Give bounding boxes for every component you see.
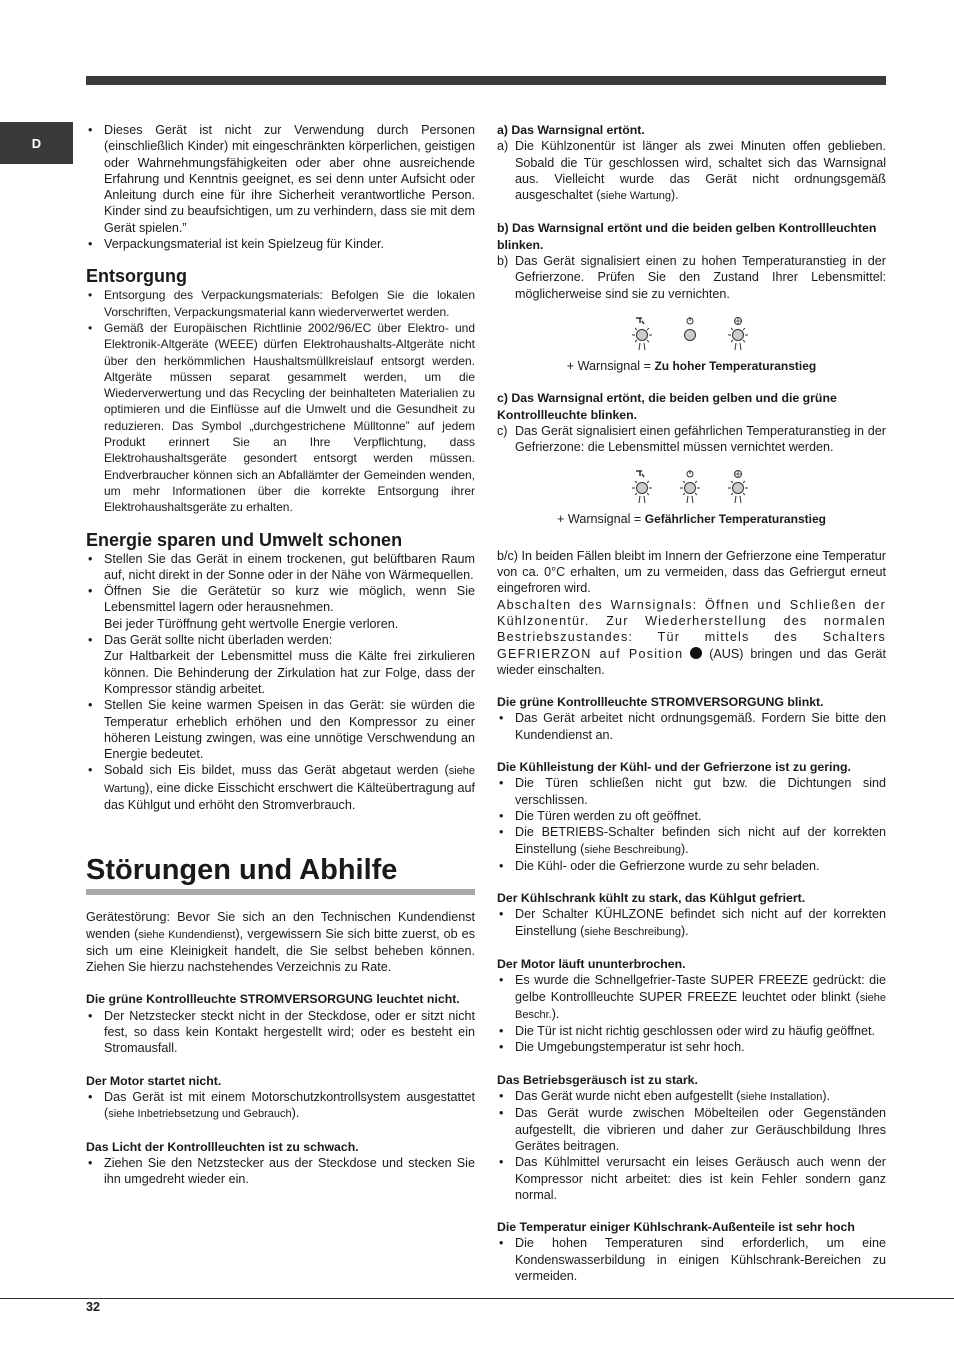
problem-list: [497, 1088, 886, 1203]
problem-title: Die grüne Kontrollleuchte STROMVERSORGUNG blinkt.: [497, 695, 824, 710]
reference-link: siehe Beschreibung: [584, 925, 681, 938]
problem-list: [86, 1155, 475, 1188]
language-tab: [0, 122, 73, 164]
energie-list: [86, 551, 475, 814]
reference-link: siehe Kundendienst: [138, 928, 236, 941]
blinking-light-icon: [724, 469, 752, 505]
item-text: + Warnsignal =: [566, 358, 655, 373]
intro-list: [86, 122, 475, 252]
list-item: [497, 1088, 886, 1105]
problem-title: Der Kühlschrank kühlt zu stark, das Kühlgut gefriert.: [497, 891, 806, 906]
item-text: Sobald sich Eis bildet, muss das Gerät abgetaut werden (: [104, 763, 449, 778]
problem-list: [497, 972, 886, 1055]
item-text: ).: [291, 1106, 300, 1121]
footer-rule: [0, 1298, 954, 1299]
blinking-light-icon: [724, 316, 752, 352]
item-text: Gerätestörung: Bevor Sie sich an den Technischen Kundendienst wenden (: [86, 910, 475, 941]
bc-paragraph: b/c) In beiden Fällen bleibt im Innern der Gefrierzone eine Temperatur von ca. 0°C erhalten, um zu vermeiden, dass das Gefriergut erneut eingefroren wird.: [497, 548, 886, 596]
problem-title: Der Motor läuft ununterbrochen.: [497, 956, 686, 971]
item-text: Die BETRIEBS-Schalter befinden sich nicht auf der korrekten Einstellung (: [515, 825, 886, 856]
problem-title: Die Temperatur einiger Kühlschrank-Außenteile ist sehr hoch: [497, 1220, 855, 1235]
item-label: b): [497, 254, 509, 269]
item-text: ).: [670, 188, 679, 203]
item-text: Es wurde die Schnellgefrier-Taste SUPER FREEZE gedrückt: die gelbe Kontrollleuchte SUPER FREEZE leuchtet oder blinkt (: [515, 973, 886, 1004]
list-item: • Entsorgung des Verpackungsmaterials: Befolgen Sie die lokalen Vorschriften, Verpackungsmaterial kann wiederverwertet werden.: [86, 287, 475, 320]
signal-meaning: Zu hoher Temperaturanstieg: [654, 358, 817, 373]
list-item: • Dieses Gerät ist nicht zur Verwendung durch Personen (einschließlich Kinder) mit eingeschränkten körperlichen, geistigen oder Wahrnehmungsfähigkeiten oder aber ohne ausreichende Erfahrung und Kenntnis geeignet, es sei denn unter Aufsicht oder Anleitung durch eine für ihre Sicherheit verantwortliche Person. Kinder sind zu beaufsichtigen, um zu verhindern, dass sie mit dem Gerät spielen.”: [86, 122, 475, 236]
list-item: [86, 632, 475, 697]
list-item: [497, 972, 886, 1023]
signal-meaning: Gefährlicher Temperaturanstieg: [644, 512, 826, 527]
problem-list: [497, 710, 886, 743]
item-text: Öffnen Sie die Gerätetür so kurz wie möglich, wenn Sie Lebensmittel lagern oder herausnehmen.: [104, 584, 475, 615]
blinking-power-light-icon: [676, 469, 704, 505]
item-label: a): [497, 139, 509, 154]
problem-title: Die Kühlleistung der Kühl- und der Gefrierzone ist zu gering.: [497, 760, 851, 775]
signal-caption: [497, 511, 886, 527]
list-item: [86, 762, 475, 813]
item-text: + Warnsignal =: [557, 512, 645, 527]
list-item: • Ziehen Sie den Netzstecker aus der Steckdose und stecken Sie ihn umgedreht wieder ein.: [86, 1155, 475, 1188]
item-text: Das Gerät sollte nicht überladen werden:: [104, 633, 333, 648]
problem-title: Der Motor startet nicht.: [86, 1073, 222, 1088]
item-text: (AUS) bringen und das Gerät wieder einschalten.: [497, 646, 887, 677]
list-item: • Das Kühlmittel verursacht ein leises Geräusch auch wenn der Kompressor nicht arbeitet: dies ist kein Fehler sondern ganz normal.: [497, 1154, 886, 1203]
section-title-entsorgung: Entsorgung: [86, 266, 187, 287]
reference-link: siehe Beschr.: [515, 991, 886, 1021]
problem-list: [497, 1235, 886, 1284]
problem-title: Die grüne Kontrollleuchte STROMVERSORGUNG leuchtet nicht.: [86, 992, 460, 1007]
header-bar: [86, 76, 886, 85]
indicator-lights-c: [625, 469, 755, 505]
page-number: 32: [86, 1300, 101, 1314]
intro-paragraph: [86, 909, 475, 975]
labeled-paragraph: [497, 423, 886, 456]
reference-link: siehe Wartung: [104, 765, 475, 795]
item-text: ).: [680, 923, 689, 938]
item-text: Abschalten des Warnsignals: Öffnen und Schließen der Kühlzonentür. Zur Wiederherstellung des normalen Bestriebszustandes: Tür mittels des Schalters GEFRIERZON auf Position: [497, 597, 886, 661]
list-item: • Die Umgebungstemperatur ist sehr hoch.: [497, 1039, 886, 1055]
reference-link: siehe Inbetriebsetzung und Gebrauch: [108, 1108, 292, 1121]
problem-title: a) Das Warnsignal ertönt.: [497, 123, 645, 137]
problem-list: [497, 906, 886, 940]
section-title-energie: Energie sparen und Umwelt schonen: [86, 529, 403, 550]
list-item: [86, 1089, 475, 1123]
item-text: ), eine dicke Eisschicht erschwert die Kälteübertragung auf das Kühlgut und erhöht den Stromverbrauch.: [104, 780, 475, 812]
blinking-light-icon: [628, 469, 656, 505]
item-text: ).: [551, 1006, 560, 1021]
abschalten-paragraph: [497, 597, 886, 678]
item-text: Der Schalter KÜHLZONE befindet sich nicht auf der korrekten Einstellung (: [515, 907, 886, 938]
item-text: Zur Haltbarkeit der Lebensmittel muss die Kälte frei zirkulieren können. Die Behinderung der Zirkulation hat zur Folge, dass der Kompressor ständig arbeitet.: [104, 649, 475, 696]
item-text: Bei jeder Türöffnung geht wertvolle Energie verloren.: [104, 616, 399, 631]
item-text: Das Gerät signalisiert einen zu hohen Temperaturanstieg in der Gefrierzone. Prüfen Sie den Zustand Ihrer Lebensmittel: möglicherweise sind sie zu vernichten.: [515, 254, 886, 301]
list-item: • Die Tür ist nicht richtig geschlossen oder wird zu häufig geöffnet.: [497, 1023, 886, 1039]
list-item: • Das Gerät arbeitet nicht ordnungsgemäß. Fordern Sie bitte den Kundendienst an.: [497, 710, 886, 743]
list-item: • Stellen Sie das Gerät in einem trockenen, gut belüftbaren Raum auf, nicht direkt in der Sonne oder in der Nähe von Wärmequellen.: [86, 551, 475, 584]
item-text: ), vergewissern Sie sich bitte zuerst, ob es sich um eine Kleinigkeit handelt, die Sie selbst beheben können. Ziehen Sie hierzu nachstehendes Verzeichnis zu Rate.: [86, 926, 475, 975]
list-item: [86, 583, 475, 632]
item-text: Das Gerät ist mit einem Motorschutzkontrollsystem ausgestattet (: [104, 1089, 475, 1121]
item-text: Das Gerät wurde nicht eben aufgestellt (: [515, 1089, 741, 1104]
list-item: • Die hohen Temperaturen sind erforderlich, um eine Kondenswasserbildung in einigen Kühlschrank-Bereichen zu vermeiden.: [497, 1235, 886, 1284]
list-item: • Die Türen schließen nicht gut bzw. die Dichtungen sind verschlissen.: [497, 775, 886, 808]
list-item: • Das Gerät wurde zwischen Möbelteilen oder Gegenständen aufgestellt, die vibrieren und daher zur Geräuschbildung Ihres Gerätes beitragen.: [497, 1105, 886, 1154]
list-item: [497, 824, 886, 858]
problem-list: [86, 1089, 475, 1123]
item-text: ).: [680, 841, 689, 856]
main-title: Störungen und Abhilfe: [86, 853, 475, 895]
list-item: • Gemäß der Europäischen Richtlinie 2002/96/EC über Elektro- und Elektronik-Altgeräte (WEEE) dürfen Elektrohaushalts-Altgeräte nicht über den herkömmlichen Haushaltsmüllkreislauf entsorgt werden. Altgeräte müssen separat gesammelt werden, um die Wiederverwertung und das Recycling der beinhalteten Materialien zu optimieren und die Einflüsse auf die Umwelt und die Gesundheit zu reduzieren. Das Symbol „durchgestrichene Mülltonne” auf jedem Produkt erinnert Sie an Ihre Verpflichtung, dass Elektrohaushaltsgeräte gesondert entsorgt werden müssen. Endverbraucher können sich an Abfallämter der Gemeinden wenden, um mehr Informationen über die korrekte Entsorgung ihrer Elektrohaushaltsgeräte zu erhalten.: [86, 320, 475, 516]
blinking-light-icon: [628, 316, 656, 352]
entsorgung-list: [86, 287, 475, 515]
list-item: [497, 906, 886, 940]
item-label: c): [497, 423, 508, 438]
language-label: D: [31, 135, 42, 151]
list-item: • Die Türen werden zu oft geöffnet.: [497, 808, 886, 824]
right-column: [497, 122, 886, 1284]
list-item: • Stellen Sie keine warmen Speisen in das Gerät: sie würden die Temperatur erheblich erhöhen und den Kompressor zu einer höheren Leistung zwingen, was eine unnötige Verschwendung an Energie bedeutet.: [86, 697, 475, 762]
item-text: ).: [822, 1089, 831, 1104]
item-text: Das Gerät signalisiert einen gefährlichen Temperaturanstieg in der Gefrierzone: die Lebensmittel müssen vernichtet werden.: [515, 423, 886, 455]
indicator-lights-b: [625, 316, 755, 352]
left-column: [86, 122, 475, 1187]
problem-title: c) Das Warnsignal ertönt, die beiden gelben und die grüne Kontrollleuchte blinken.: [497, 391, 837, 422]
problem-title: Das Licht der Kontrollleuchten ist zu schwach.: [86, 1139, 359, 1154]
reference-link: siehe Installation: [740, 1091, 823, 1104]
reference-link: siehe Wartung: [600, 190, 671, 203]
problem-list: [497, 775, 886, 874]
problem-title: Das Betriebsgeräusch ist zu stark.: [497, 1072, 698, 1087]
reference-link: siehe Beschreibung: [584, 843, 681, 856]
power-light-icon: [676, 316, 704, 352]
problem-list: [86, 1008, 475, 1057]
labeled-paragraph: [497, 253, 886, 302]
signal-caption: [497, 358, 886, 374]
labeled-paragraph: [497, 138, 886, 204]
list-item: • Verpackungsmaterial ist kein Spielzeug für Kinder.: [86, 236, 475, 252]
item-text: Die Kühlzonentür ist länger als zwei Minuten offen geblieben. Sobald die Tür geschlossen wird, schaltet sich das Warnsignal aus. Vielleicht wurde das Gerät nicht ordnungsgemäß ausgeschaltet (: [515, 139, 886, 203]
off-position-icon: [690, 647, 702, 659]
problem-title: b) Das Warnsignal ertönt und die beiden gelben Kontrollleuchten blinken.: [497, 221, 877, 252]
list-item: • Die Kühl- oder die Gefrierzone wurde zu sehr beladen.: [497, 858, 886, 874]
list-item: • Der Netzstecker steckt nicht in der Steckdose, oder er sitzt nicht fest, so dass kein Kontakt hergestellt wird; oder es besteht ein Stromausfall.: [86, 1008, 475, 1057]
